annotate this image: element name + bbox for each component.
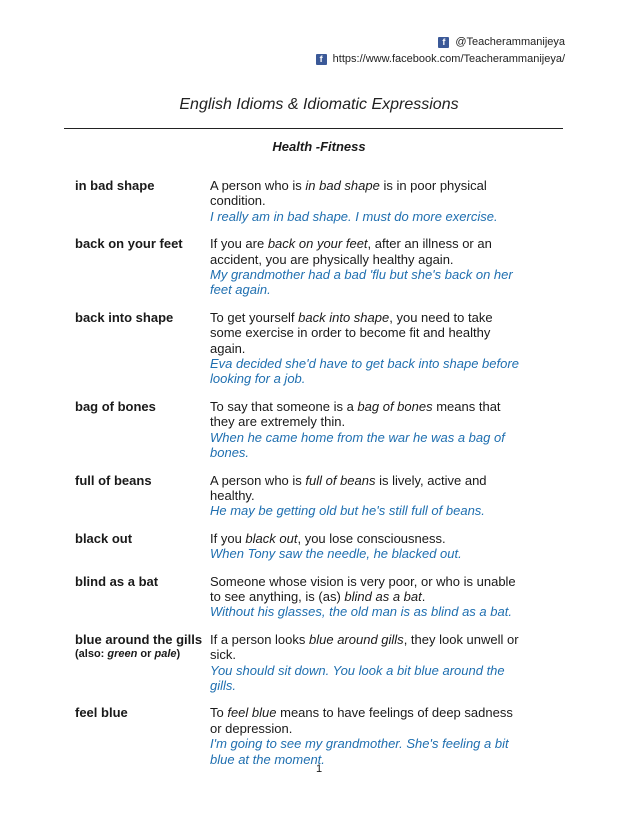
idiom-term: black out — [75, 530, 133, 546]
idiom-definition: A person who is in bad shape is in poor physical condition. I really am in bad shape. I must do more exercise. — [210, 178, 520, 224]
idiom-entry — [75, 574, 525, 620]
idiom-term: back on your feet — [75, 236, 183, 252]
idiom-entry — [75, 632, 525, 694]
facebook-icon: f — [316, 54, 327, 65]
idiom-variants: (also: green or pale) — [75, 648, 181, 661]
idiom-term: bag of bones — [75, 398, 156, 414]
idiom-term: feel blue — [75, 705, 128, 721]
idiom-term: in bad shape — [75, 178, 155, 193]
header-url-line — [316, 53, 565, 65]
idiom-definition: If a person looks blue around gills, they look unwell or sick. You should sit down. You look a bit blue around the gills. — [210, 631, 519, 693]
idiom-entry — [75, 178, 525, 224]
idiom-term: back into shape — [75, 309, 174, 325]
idiom-example: When Tony saw the needle, he blacked out. — [210, 546, 462, 562]
idiom-example: I really am in bad shape. I must do more exercise. — [210, 208, 498, 224]
idiom-entry — [75, 310, 525, 387]
idiom-term: blind as a bat — [75, 573, 159, 589]
idiom-definition: Someone whose vision is very poor, or who is unable to see anything, is (as) blind as a bat. Without his glasses, the old man is as blind as a bat. — [210, 574, 520, 620]
idiom-list — [75, 178, 525, 779]
header-url[interactable]: https://www.facebook.com/Teacherammanijeya/ — [332, 53, 565, 65]
title-divider — [64, 128, 563, 129]
idiom-example: You should sit down. You look a bit blue around the gills. — [210, 662, 505, 693]
idiom-entry — [75, 399, 525, 461]
idiom-example: When he came home from the war he was a bag of bones. — [210, 429, 505, 461]
idiom-entry — [75, 473, 525, 519]
idiom-definition: If you black out, you lose consciousness. When Tony saw the needle, he blacked out. — [210, 531, 520, 562]
idiom-example: My grandmother had a bad 'flu but she's back on her feet again. — [210, 267, 513, 298]
idiom-definition: To say that someone is a bag of bones means that they are extremely thin. When he came home from the war he was a bag of bones. — [210, 399, 520, 461]
idiom-definition: To feel blue means to have feelings of deep sadness or depression. I'm going to see my grandmother. She's feeling a bit blue at the moment. — [210, 705, 520, 767]
idiom-term: full of beans — [75, 472, 152, 488]
idiom-entry — [75, 705, 525, 767]
header-handle-line — [438, 36, 565, 48]
idiom-example: Without his glasses, the old man is as blind as a bat. — [210, 604, 512, 620]
idiom-example: Eva decided she'd have to get back into shape before looking for a job. — [210, 356, 519, 387]
idiom-definition: A person who is full of beans is lively, active and healthy. He may be getting old but he's still full of beans. — [210, 473, 520, 519]
idiom-definition: To get yourself back into shape, you need to take some exercise in order to become fit and healthy again. Eva decided she'd have to get back into shape before looking for a job. — [210, 309, 519, 387]
document-title: English Idioms & Idiomatic Expressions — [179, 96, 459, 113]
idiom-entry — [75, 236, 525, 298]
idiom-definition: If you are back on your feet, after an illness or an accident, you are physically healthy again. My grandmother had a bad 'flu but she's back on her feet again. — [210, 236, 520, 298]
facebook-icon: f — [438, 37, 449, 48]
idiom-term: blue around the gills (also: green or pale) — [75, 632, 210, 694]
page-number: 1 — [315, 763, 323, 775]
idiom-example: I'm going to see my grandmother. She's feeling a bit blue at the moment. — [210, 736, 509, 767]
header-handle: @Teacherammanijeya — [455, 36, 565, 48]
idiom-example: He may be getting old but he's still full of beans. — [210, 503, 485, 519]
section-heading: Health -Fitness — [272, 139, 366, 154]
idiom-entry — [75, 531, 525, 562]
